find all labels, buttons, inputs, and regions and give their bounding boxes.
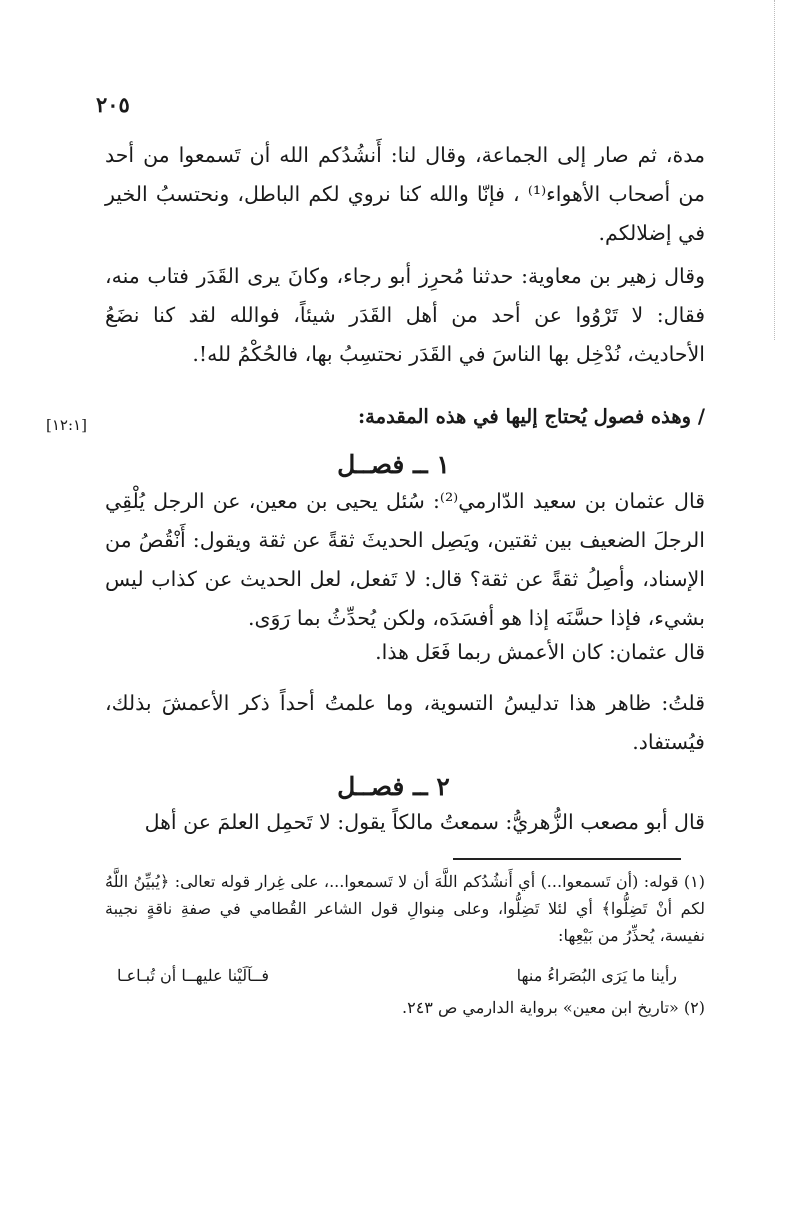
poetry-verse	[117, 966, 677, 985]
intro-heading: / وهذه فصول يُحتاج إليها في هذه المقدمة:	[357, 405, 705, 428]
footnote-1: (١) قوله: (أن تَسمعوا...) أي أَنشُدُكم اللَّهَ أن لا تَسمعوا...، على غِرار قوله تعالى: ﴿يُبيِّنُ اللَّهُ لكم أنْ تَضِلُّوا﴾ أي لئلا تَضِلُّوا، وعلى مِنوالِ قول الشاعر القُطامي في صفةِ ناقةٍ نجيبة نفيسة، يُحذِّرُ من بَيْعِها:	[105, 872, 705, 945]
margin-reference: [١٢:١]	[46, 416, 87, 434]
verse-second-hemistich: فــآلَيْنا عليهــا أن تُبـاعـا	[117, 966, 270, 985]
section-2-title: ٢ ــ فصــل	[337, 772, 450, 801]
paragraph-1: مدة، ثم صار إلى الجماعة، وقال لنا: أَنشُدُكم الله أن تَسمعوا من أحد من أصحاب الأهواء⁽¹⁾ ، فإنّا والله كنا نروي لكم الباطل، ونحتسبُ الخير في إضلالكم.	[105, 143, 705, 245]
scan-edge-dots	[774, 0, 775, 340]
section-1-title: ١ ــ فصــل	[337, 450, 450, 479]
footnote-2: (٢) «تاريخ ابن معين» برواية الدارمي ص ٢٤٣.	[402, 998, 705, 1017]
verse-first-hemistich: رأينا ما يَرَى البُصَراءُ منها	[516, 966, 677, 985]
page-number: ٢٠٥	[96, 92, 130, 117]
section-1-paragraph-3: قلتُ: ظاهر هذا تدليسُ التسوية، وما علمتُ أحداً ذكر الأعمشَ بذلك، فيُستفاد.	[105, 691, 705, 754]
section-1-paragraph-1: قال عثمان بن سعيد الدّارمي⁽²⁾: سُئل يحيى بن معين، عن الرجل يُلْقِي الرجلَ الضعيف بين ثقتين، ويَصِل الحديثَ ثقةً عن ثقة ويقول: أَنْقُصُ من الإسناد، وأصِلُ ثقةً عن ثقة؟ قال: لا تَفعل، لعل الحديث عن كذاب ليس بشيء، فإذا حسَّنَه إذا هو أفسَدَه، ولكن يُحدِّثُ بما رَوَى.	[105, 489, 705, 630]
section-1-paragraph-2: قال عثمان: كان الأعمش ربما فَعَل هذا.	[375, 640, 705, 664]
footnote-separator	[453, 858, 681, 860]
section-2-paragraph-1: قال أبو مصعب الزُّهريُّ: سمعتُ مالكاً يقول: لا تَحمِل العلمَ عن أهل	[144, 810, 705, 834]
paragraph-2: وقال زهير بن معاوية: حدثنا مُحرِز أبو رجاء، وكانَ يرى القَدَر فتاب منه، فقال: لا تَرْوُوا عن أحد من أهل القَدَر شيئاً، فوالله لقد كنا نضَعُ الأحاديث، نُدْخِل بها الناسَ في القَدَر نحتسِبُ بها، فالحُكْمُ لله!.	[105, 264, 705, 366]
